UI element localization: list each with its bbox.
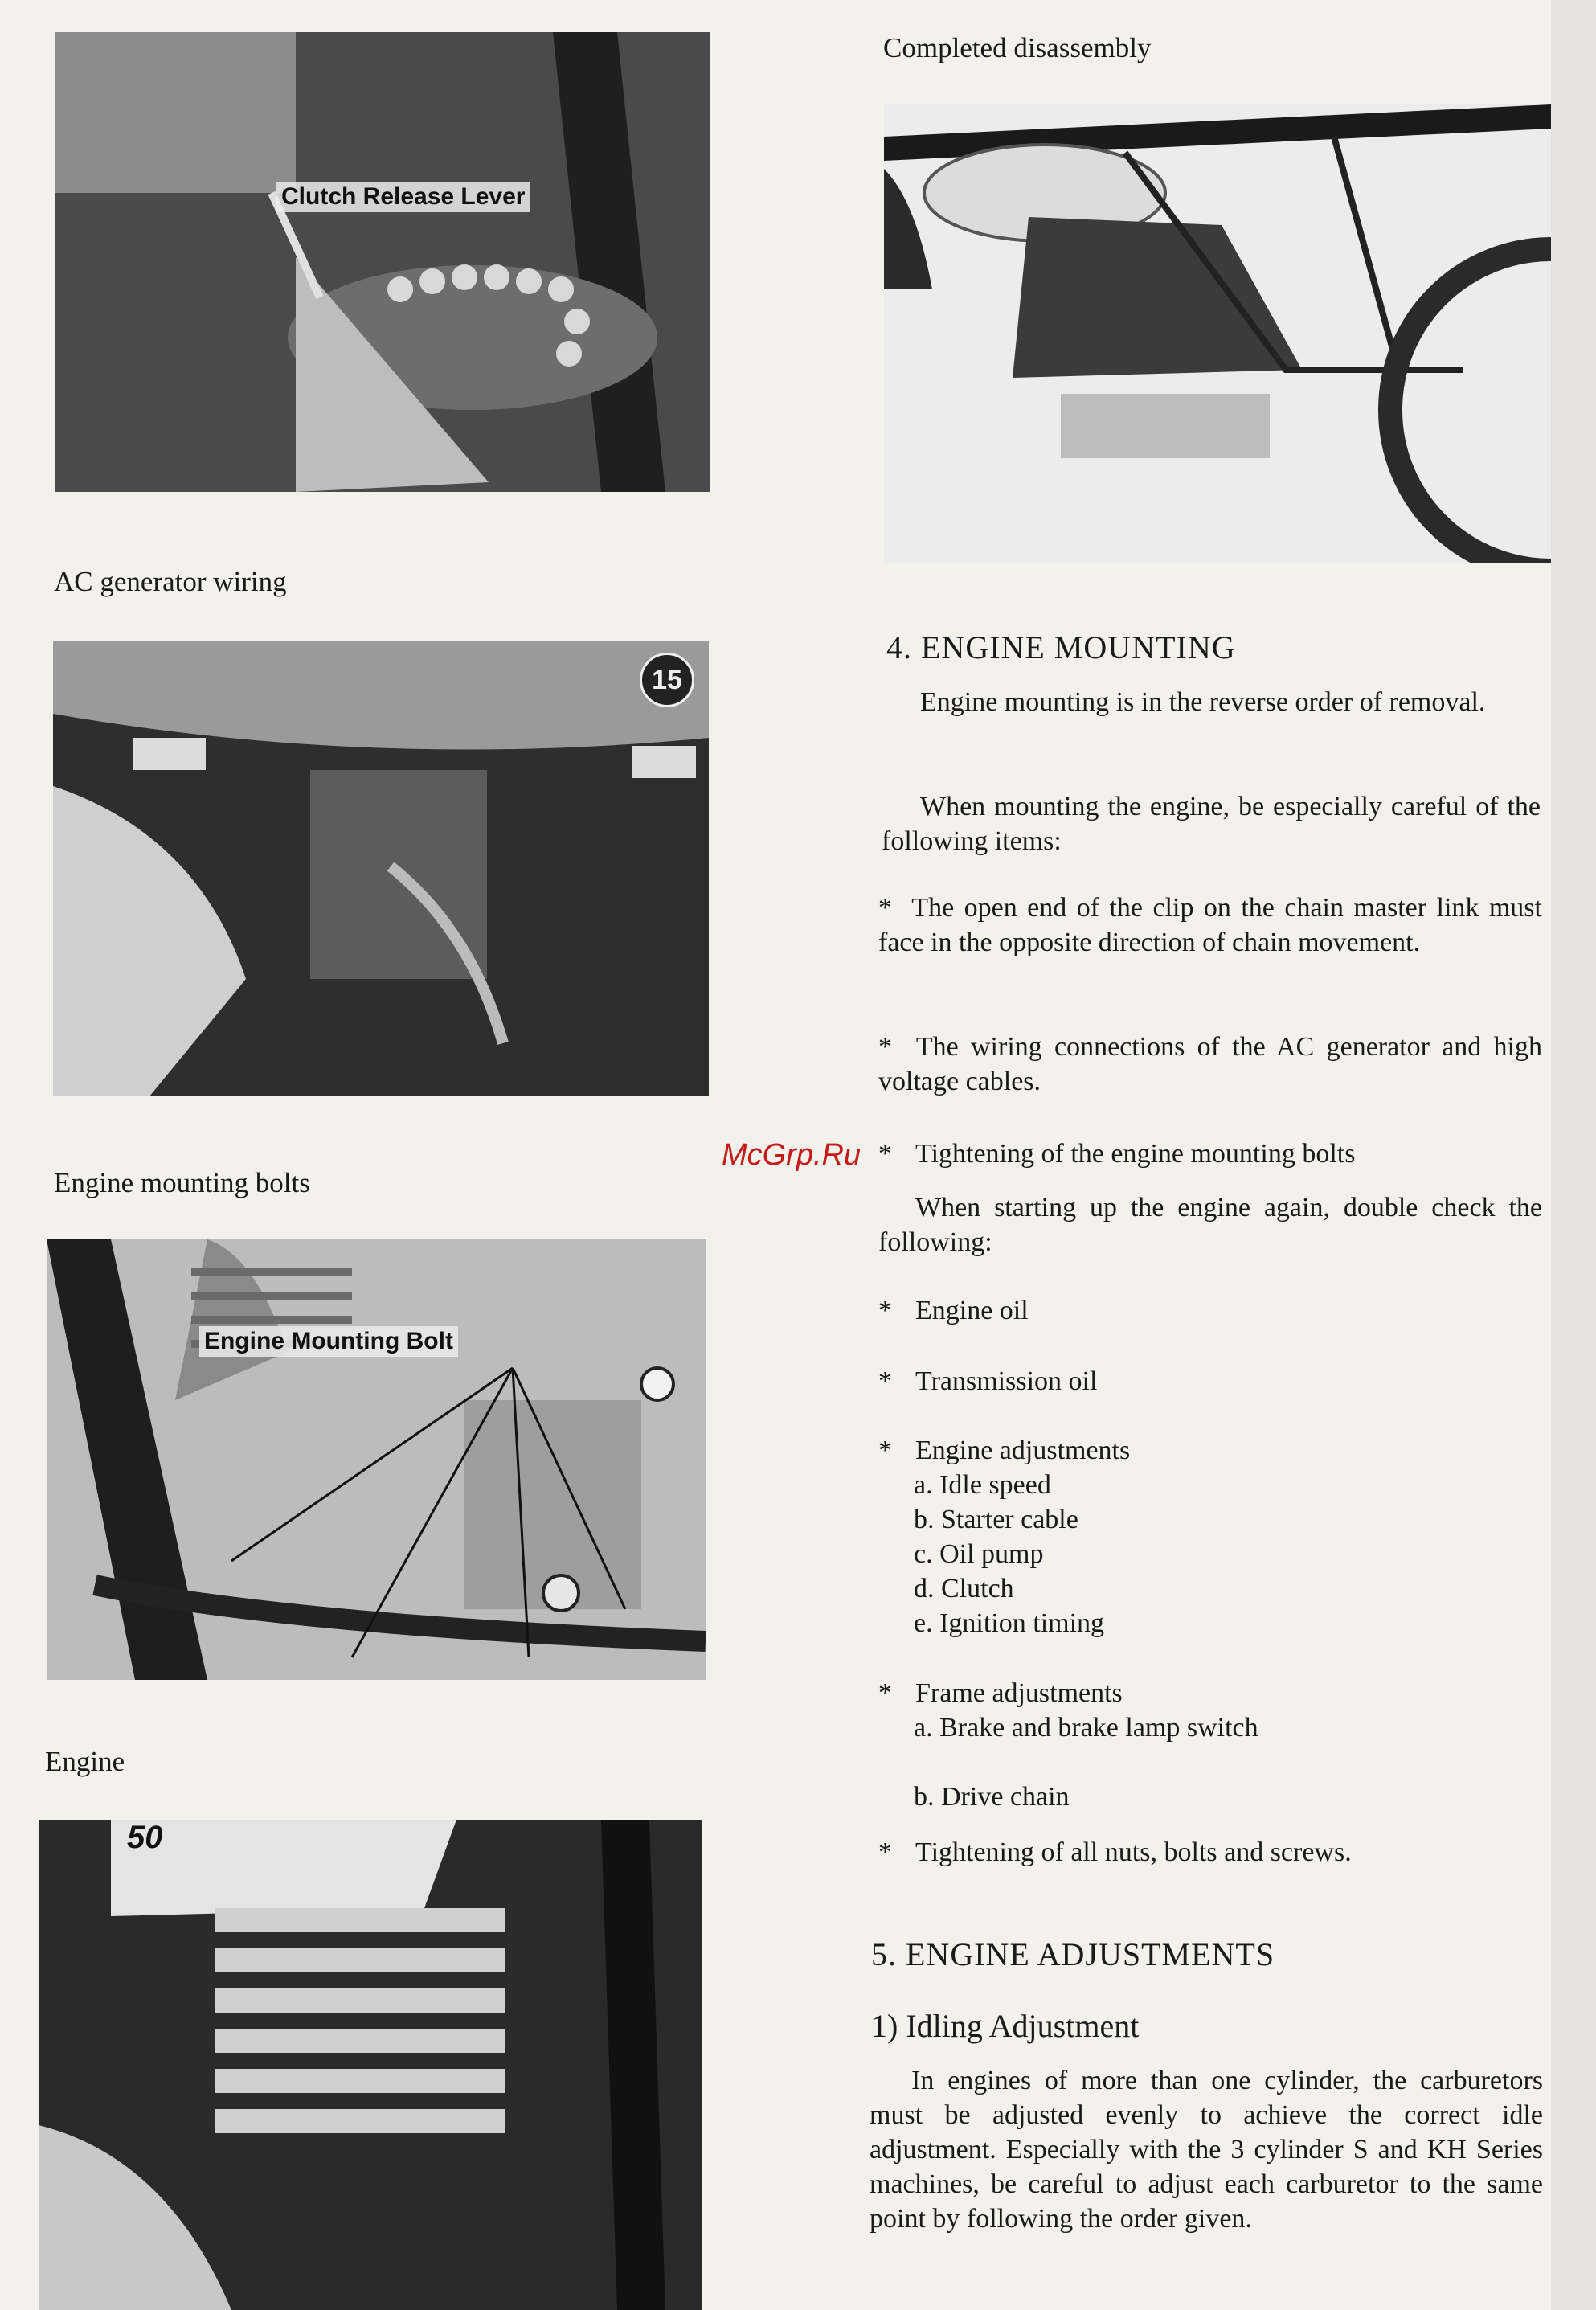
bullet-symbol: * — [878, 1032, 892, 1062]
sub-item-oil-pump: c. Oil pump — [914, 1539, 1044, 1569]
check-item-engine-oil — [878, 1293, 1542, 1328]
check-item-label: Frame adjustments — [915, 1678, 1123, 1708]
photo-engine-drawing — [39, 1820, 702, 2310]
watermark: McGrp.Ru — [722, 1138, 861, 1172]
photo-clutch-release-lever — [55, 32, 710, 492]
fairing-number-text: 50 — [127, 1820, 163, 1855]
engine-mounting-intro — [882, 685, 1541, 719]
when-mounting-paragraph — [882, 789, 1541, 858]
when-starting-paragraph — [878, 1190, 1542, 1259]
photo-engine — [39, 1820, 702, 2310]
bullet-symbol: * — [878, 1296, 892, 1325]
photo-engine-mounting-bolts — [47, 1239, 706, 1680]
clutch-release-lever-label: Clutch Release Lever — [276, 182, 530, 212]
bullet-symbol: * — [878, 893, 892, 923]
mount-item-3 — [878, 1137, 1542, 1171]
check-item-frame-adjustments — [878, 1676, 1542, 1710]
mount-item-2 — [878, 1030, 1542, 1099]
mount-item-1 — [878, 891, 1542, 960]
caption-completed-disassembly: Completed disassembly — [883, 32, 1152, 63]
caption-engine-mounting-bolts: Engine mounting bolts — [54, 1167, 310, 1198]
check-item-label: Transmission oil — [915, 1366, 1098, 1396]
photo-clutch-drawing — [55, 32, 710, 492]
bullet-symbol: * — [878, 1837, 892, 1867]
bullet-symbol: * — [878, 1139, 892, 1169]
page-edge-right — [1551, 0, 1596, 2310]
check-item-engine-adjustments — [878, 1433, 1542, 1468]
check-item-label: Engine adjustments — [915, 1436, 1131, 1465]
idling-adjustment-heading: 1) Idling Adjustment — [871, 2008, 1140, 2044]
bullet-symbol: * — [878, 1366, 892, 1396]
when-mounting-text: When mounting the engine, be especially careful of the following items: — [882, 792, 1541, 856]
section-4-heading: 4. ENGINE MOUNTING — [886, 629, 1236, 666]
caption-engine: Engine — [45, 1746, 125, 1777]
sub-item-clutch: d. Clutch — [914, 1574, 1014, 1603]
check-item-label: Engine oil — [915, 1296, 1029, 1325]
idling-adjustment-text: In engines of more than one cylinder, the carburetors must be adjusted evenly to achieve the correct idle adjustment. Especially with the 3 cylinder S and KH Series machines, be careful to adjust each carburetor to the same point by following the order given. — [870, 2066, 1543, 2234]
idling-adjustment-body — [870, 2063, 1543, 2236]
caption-ac-generator-wiring: AC generator wiring — [54, 566, 287, 597]
mount-item-2-text: The wiring connections of the AC generator and high voltage cables. — [878, 1032, 1543, 1096]
sub-item-drive-chain: b. Drive chain — [914, 1782, 1070, 1812]
check-item-transmission-oil — [878, 1364, 1542, 1399]
photo-completed-disassembly — [884, 104, 1551, 563]
check-item-label: Tightening of all nuts, bolts and screws. — [915, 1837, 1352, 1867]
engine-mounting-intro-text: Engine mounting is in the reverse order of removal. — [920, 687, 1486, 717]
mount-item-1-text: The open end of the clip on the chain master link must face in the opposite direction of chain movement. — [878, 893, 1542, 957]
photo-ac-generator-wiring — [53, 641, 709, 1096]
sub-item-brake: a. Brake and brake lamp switch — [914, 1713, 1258, 1743]
sub-item-idle-speed: a. Idle speed — [914, 1470, 1051, 1500]
figure-number-badge: 15 — [640, 653, 694, 707]
when-starting-text: When starting up the engine again, double check the following: — [878, 1193, 1542, 1257]
sub-item-ignition-timing: e. Ignition timing — [914, 1608, 1105, 1638]
photo-ac-drawing — [53, 641, 709, 1096]
photo-frame-drawing — [884, 104, 1551, 563]
sub-item-starter-cable: b. Starter cable — [914, 1505, 1078, 1534]
photo-mount-drawing — [47, 1239, 706, 1680]
engine-mounting-bolt-label: Engine Mounting Bolt — [199, 1326, 458, 1357]
bullet-symbol: * — [878, 1678, 892, 1708]
check-item-tightening — [878, 1835, 1542, 1870]
section-5-heading: 5. ENGINE ADJUSTMENTS — [871, 1936, 1275, 1972]
bullet-symbol: * — [878, 1436, 892, 1465]
mount-item-3-text: Tightening of the engine mounting bolts — [915, 1139, 1356, 1169]
